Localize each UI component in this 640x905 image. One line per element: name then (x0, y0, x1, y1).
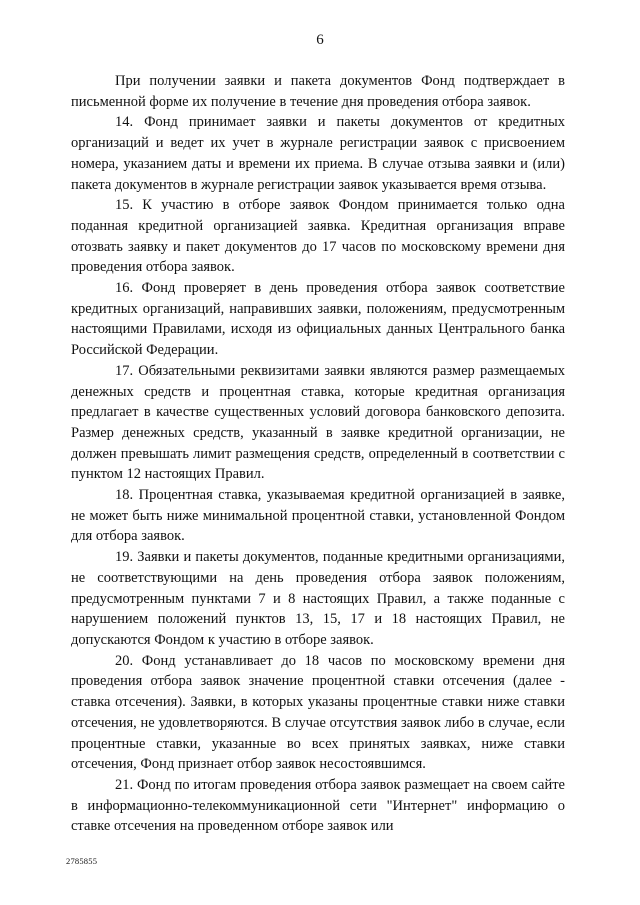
paragraph-18: 18. Процентная ставка, указываемая кредитной организацией в заявке, не может быть ниже минимальной процентной ставки, установленной Фондом для отбора заявок. (71, 487, 565, 545)
paragraph-19: 19. Заявки и пакеты документов, поданные кредитными организациями, не соответствующими на день проведения отбора заявок положениям, предусмотренным пунктами 7 и 8 настоящих Правил, а также поданные с нарушением положений пунктов 13, 15, 17 и 18 настоящих Правил, не допускаются Фондом к участию в отборе заявок. (71, 549, 565, 648)
paragraph-20: 20. Фонд устанавливает до 18 часов по московскому времени дня проведения отбора заявок значение процентной ставки отсечения (далее - ставка отсечения). Заявки, в которых указаны процентные ставки ниже ставки отсечения, не удовлетворяются. В случае отсутствия заявок либо в случае, если процентные ставки, указанные во всех принятых заявках, ниже ставки отсечения, Фонд признает отбор заявок несостоявшимся. (71, 652, 565, 773)
paragraph-17: 17. Обязательными реквизитами заявки являются размер размещаемых денежных средств и процентная ставка, которые кредитная организация предлагает в качестве существенных условий договора банковского депозита. Размер денежных средств, указанный в заявке кредитной организации, не должен превышать лимит размещения средств, определенный в соответствии с пунктом 12 настоящих Правил. (71, 362, 565, 483)
paragraph-15: 15. К участию в отборе заявок Фондом принимается только одна поданная кредитной организацией заявка. Кредитная организация вправе отозвать заявку и пакет документов до 17 часов по московскому времени дня проведения отбора заявок. (71, 197, 565, 276)
document-body (71, 71, 565, 837)
paragraph-16: 16. Фонд проверяет в день проведения отбора заявок соответствие кредитных организаций, направивших заявки, положениям, предусмотренным настоящими Правилами, исходя из официальных данных Центрального банка Российской Федерации. (71, 280, 565, 359)
paragraph-14: 14. Фонд принимает заявки и пакеты документов от кредитных организаций и ведет их учет в журнале регистрации заявок с присвоением номера, указанием даты и времени их приема. В случае отзыва заявки и (или) пакета документов в журнале регистрации заявок указывается время отзыва. (71, 114, 565, 193)
document-code: 2785855 (66, 856, 98, 866)
paragraph-receipt-confirmation: При получении заявки и пакета документов Фонд подтверждает в письменной форме их получение в течение дня проведения отбора заявок. (71, 73, 565, 110)
paragraph-21: 21. Фонд по итогам проведения отбора заявок размещает на своем сайте в информационно-телекоммуникационной сети "Интернет" информацию о ставке отсечения на проведенном отборе заявок или (71, 776, 565, 835)
page-number: 6 (316, 32, 324, 48)
